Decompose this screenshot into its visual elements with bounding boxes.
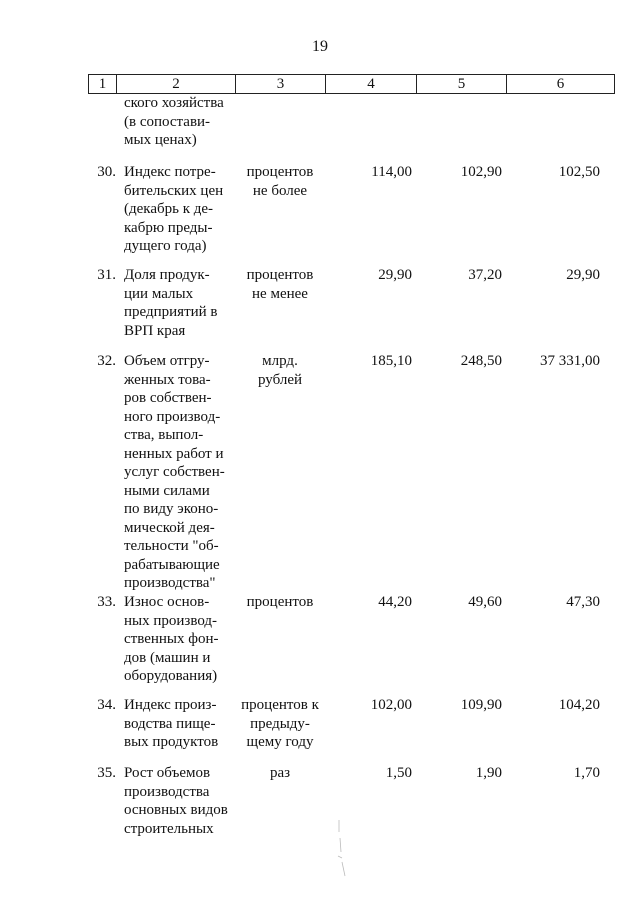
page-number: 19 xyxy=(312,38,328,55)
value-column-4: 44,20 xyxy=(378,594,412,610)
value-column-6: 102,50 xyxy=(558,164,600,180)
column-header-5: 5 xyxy=(417,75,507,93)
row-number: 31. xyxy=(97,267,116,283)
unit-of-measure: раз xyxy=(269,765,291,781)
unit-of-measure: процентов не более xyxy=(246,164,314,199)
value-column-4: 29,90 xyxy=(378,267,412,283)
value-column-4: 102,00 xyxy=(370,697,412,713)
value-column-5: 248,50 xyxy=(460,353,502,369)
column-header-6: 6 xyxy=(556,76,565,92)
value-column-4: 114,00 xyxy=(371,164,412,180)
indicator-name: Доля продук- ции малых предприятий в ВРП края xyxy=(124,267,218,339)
indicator-name: Износ основ- ных производ- ственных фон- дов (машин и оборудования) xyxy=(124,594,219,684)
value-column-5: 1,90 xyxy=(475,765,502,781)
value-column-5: 37,20 xyxy=(468,267,502,283)
indicator-name: Индекс потре- бительских цен (декабрь к де- кабрю преды- дущего года) xyxy=(124,164,224,254)
value-column-4: 1,50 xyxy=(385,765,412,781)
column-header-3: 3 xyxy=(236,75,326,93)
table-header-row xyxy=(88,74,615,94)
value-column-4: 185,10 xyxy=(370,353,412,369)
indicator-name: Объем отгру- женных това- ров собствен- ного производ- ства, выпол- ненных работ и услуг собствен- ными силами по виду эконо- мической дея- тельности "об- рабатывающие производства" xyxy=(124,353,225,591)
unit-of-measure: процентов xyxy=(246,594,314,610)
column-header-4: 4 xyxy=(326,75,417,93)
column-header-1: 1 xyxy=(89,75,117,93)
scan-artifact xyxy=(336,818,350,878)
row-number: 32. xyxy=(97,353,116,369)
unit-of-measure: процентов не менее xyxy=(246,267,314,302)
indicator-name: ского хозяйства (в сопостави- мых ценах) xyxy=(124,95,224,148)
value-column-6: 37 331,00 xyxy=(540,353,600,369)
row-number: 33. xyxy=(97,594,116,610)
indicator-name: Рост объемов производства основных видов строительных xyxy=(124,765,228,837)
value-column-6: 104,20 xyxy=(558,697,600,713)
value-column-6: 29,90 xyxy=(566,267,600,283)
unit-of-measure: млрд. рублей xyxy=(257,353,303,388)
value-column-5: 109,90 xyxy=(460,697,502,713)
indicator-name: Индекс произ- водства пище- вых продуктов xyxy=(124,697,219,750)
row-number: 34. xyxy=(97,697,116,713)
row-number: 35. xyxy=(97,765,116,781)
unit-of-measure: процентов к предыду- щему году xyxy=(241,697,319,750)
row-number: 30. xyxy=(97,164,116,180)
value-column-6: 47,30 xyxy=(566,594,600,610)
value-column-6: 1,70 xyxy=(573,765,600,781)
value-column-5: 49,60 xyxy=(468,594,502,610)
value-column-5: 102,90 xyxy=(460,164,502,180)
column-header-2: 2 xyxy=(117,75,236,93)
